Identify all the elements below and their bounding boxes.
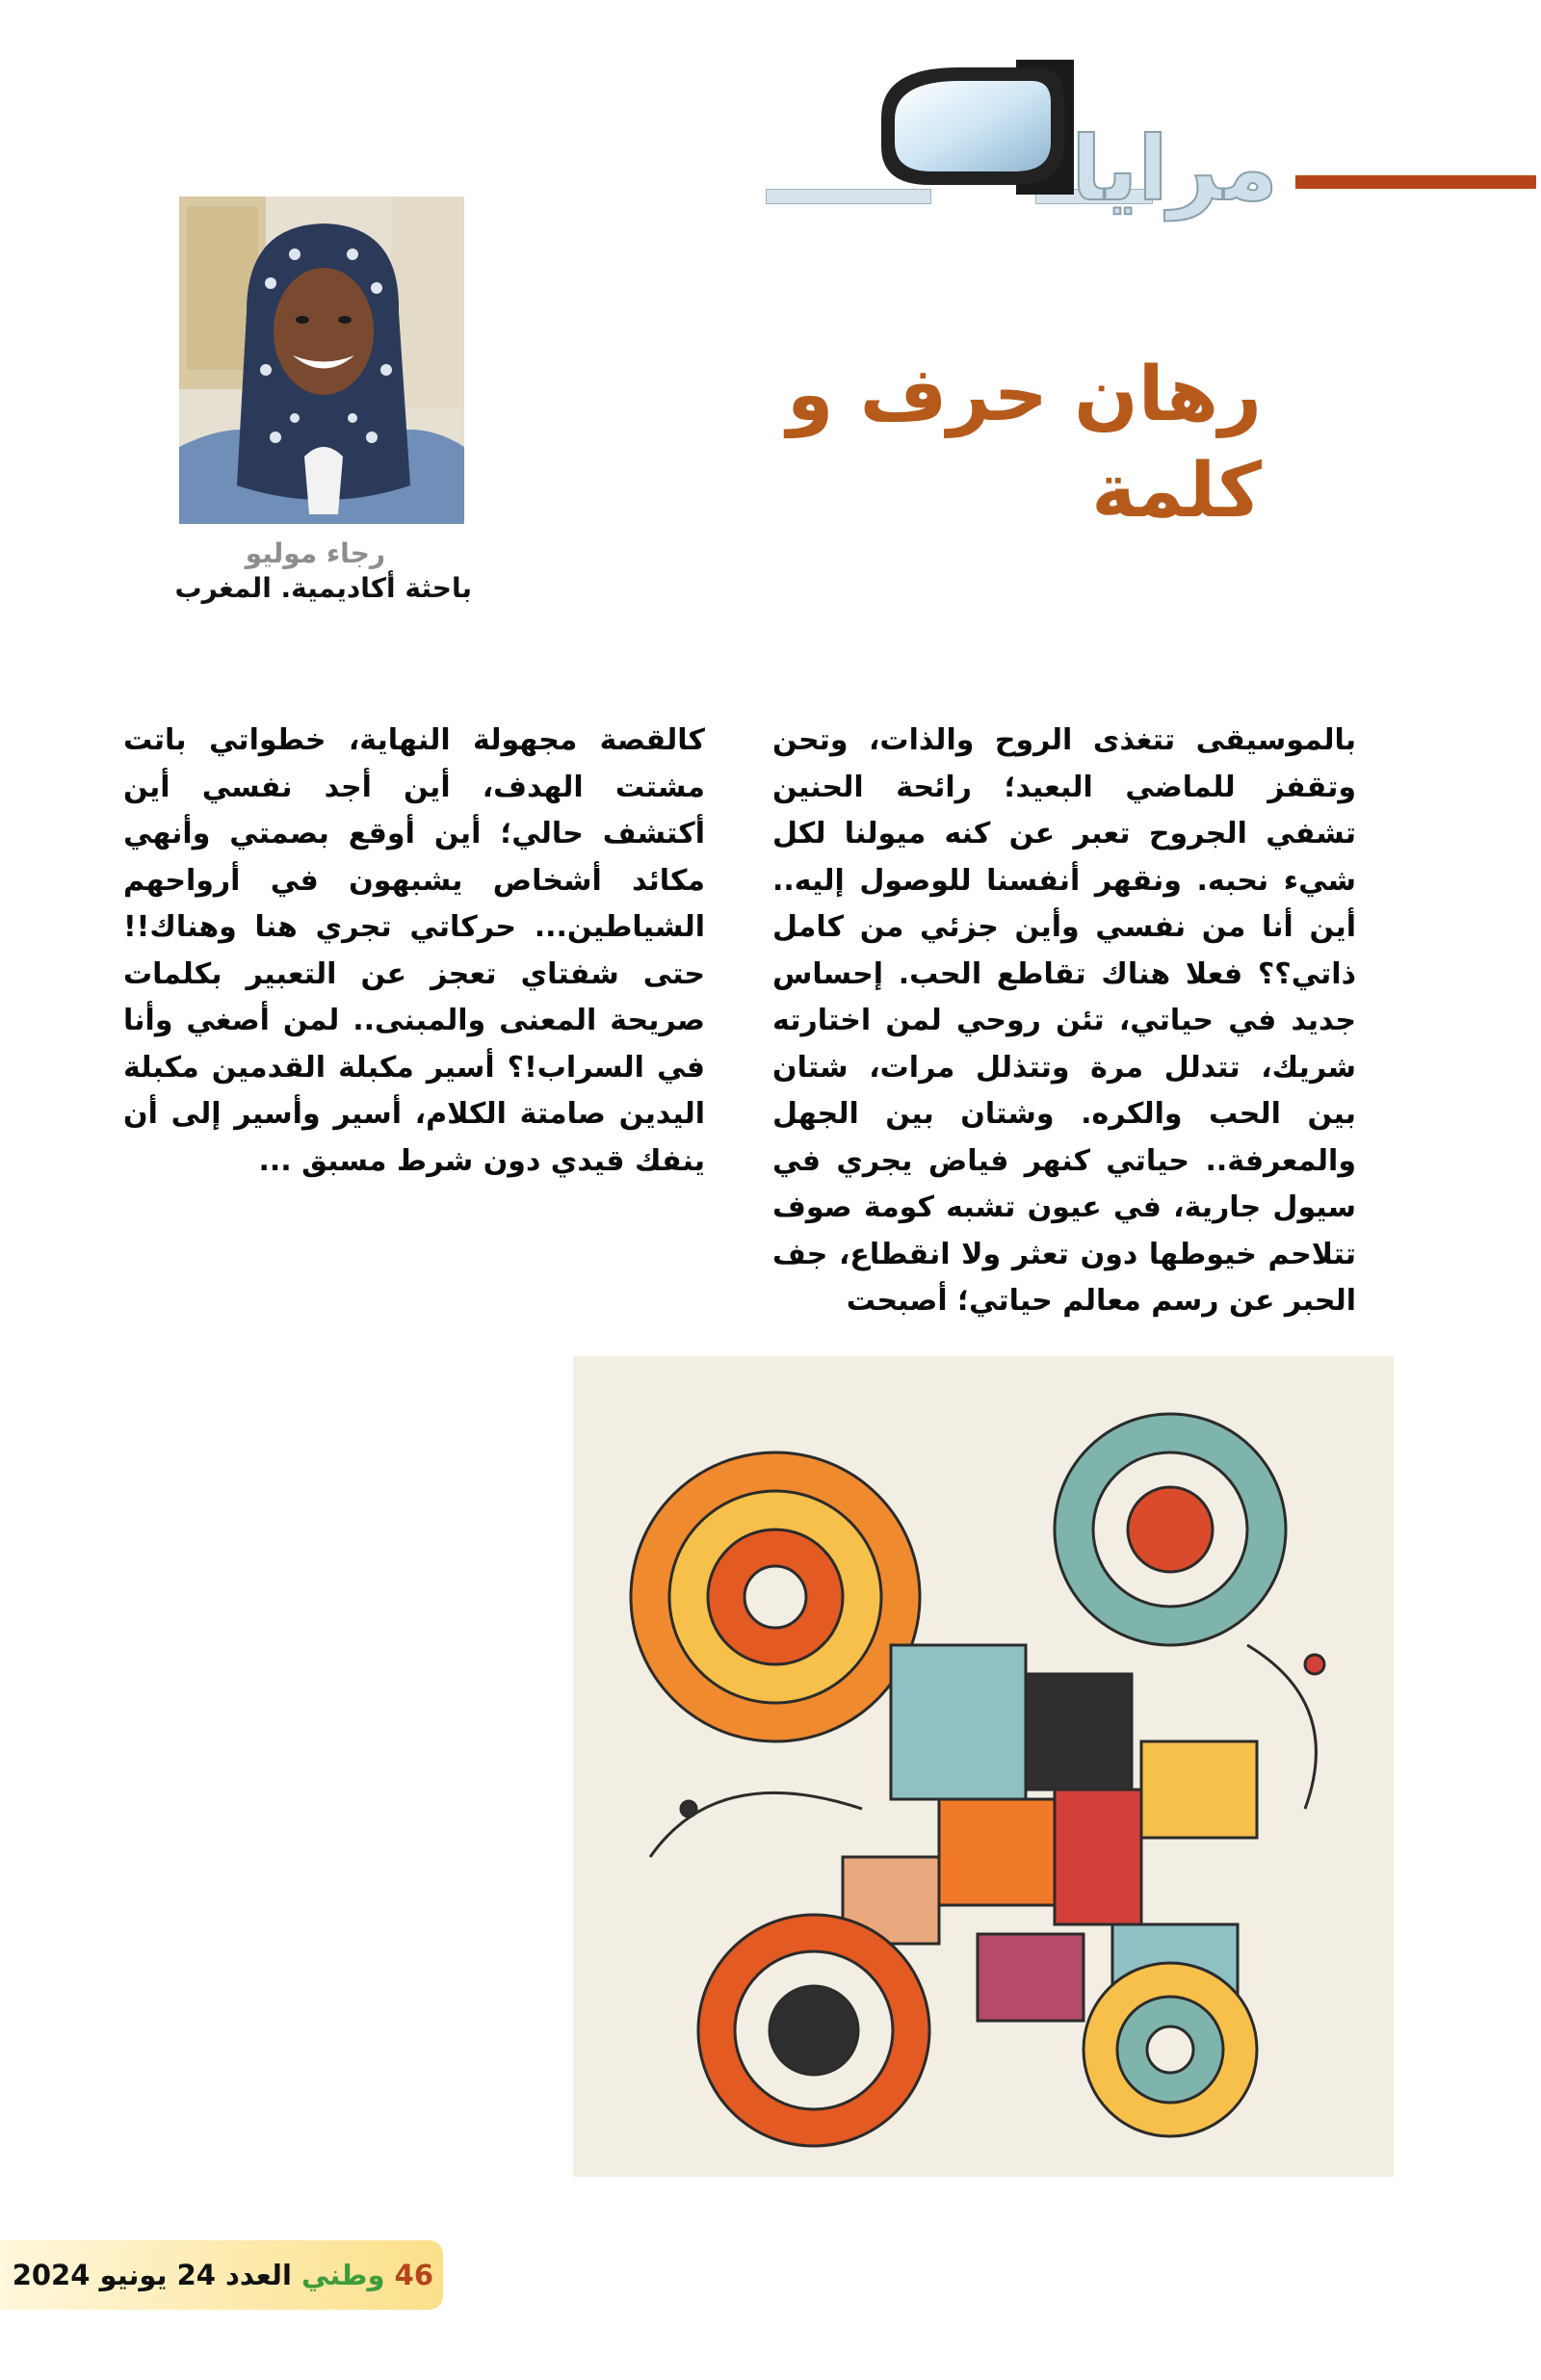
author-photo	[179, 196, 464, 524]
section-accent-rule	[1295, 175, 1536, 189]
abstract-artwork-image	[573, 1356, 1394, 2177]
page-number: 46	[394, 2259, 433, 2291]
article-column-left: كالقصة مجهولة النهاية، خطواتي باتت مشتت الهدف، أين أجد نفسي أين أكتشف حالي؛ أين أوقع بصمتي وأنهي مكائد أشخاص يشبهون في أرواحهم الشياطين... حركاتي تجري هنا وهناك!! حتى شفتاي تعجز عن التعبير بكلمات صريحة المعنى والمبنى.. لمن أصغي وأنا في السراب!؟ أسير مكبلة القدمين مكبلة اليدين صامتة الكلام، أسير وأسير إلى أن ينفك قيدي دون شرط مسبق ...	[123, 723, 705, 1178]
section-logo	[766, 58, 1536, 221]
author-portrait-image	[179, 196, 464, 524]
section-name: مرايا	[1071, 118, 1278, 221]
issue-info: العدد 24 يونيو 2024	[12, 2259, 292, 2291]
publication-name: وطني	[301, 2259, 385, 2291]
author-affiliation: باحثة أكاديمية. المغرب	[174, 572, 472, 604]
abstract-artwork	[573, 1356, 1394, 2177]
article-title: رهان حرف و كلمة	[787, 352, 1262, 535]
car-side-mirror-icon	[872, 60, 1093, 204]
author-name: رجاء موليو	[245, 537, 385, 569]
article-column-right: بالموسيقى تتغذى الروح والذات، وتحن وتقفز للماضي البعيد؛ رائحة الحنين تشفي الجروح تعبر عن كنه ميولنا لكل شيء نحبه. ونقهر أنفسنا للوصول إليه.. أين أنا من نفسي وأين جزئي من كامل ذاتي؟؟ فعلا هناك تقاطع الحب. إحساس جديد في حياتي، تئن روحي لمن اختارته شريك، تتدلل مرة وتتذلل مرات، شتان بين الحب والكره. وشتان بين الجهل والمعرفة.. حياتي كنهر فياض يجري في سيول جارية، في عيون تشبه كومة صوف تتلاحم خيوطها دون تعثر ولا انقطاع، جف الحبر عن رسم معالم حياتي؛ أصبحت	[772, 723, 1356, 1318]
footer	[12, 2254, 433, 2296]
